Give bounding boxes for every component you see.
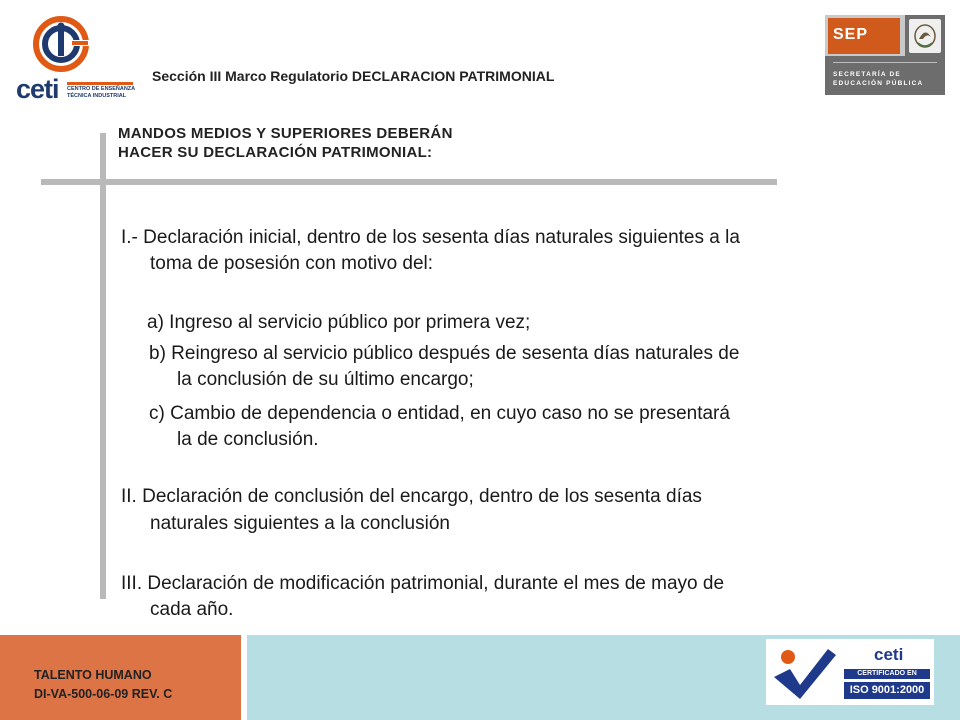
- ceti-logo-subtitle: [67, 82, 135, 100]
- sep-logo-acronym: SEP: [833, 26, 869, 43]
- item-i-line1: I.- Declaración inicial, dentro de los sesenta días naturales siguientes a la: [121, 227, 740, 248]
- footer-department: TALENTO HUMANO: [34, 668, 152, 682]
- ceti-logo: [12, 14, 136, 104]
- item-ii-line2: naturales siguientes a la conclusión: [150, 513, 450, 534]
- item-iii-line2: cada año.: [150, 599, 234, 620]
- sep-logo-subtitle-line1: SECRETARÍA DE: [833, 71, 901, 78]
- footer-department-panel: [0, 635, 241, 720]
- sep-logo: [825, 15, 945, 95]
- horizontal-divider: [41, 179, 777, 185]
- checkmark-icon: [770, 643, 840, 701]
- iso-badge-brand: ceti: [874, 645, 904, 664]
- iso-badge-line2: ISO 9001:2000: [844, 682, 930, 699]
- ceti-emblem-icon: [28, 14, 98, 76]
- item-iii-line1: III. Declaración de modificación patrimonial, durante el mes de mayo de: [121, 573, 725, 594]
- sep-logo-subtitle-line2: EDUCACIÓN PÚBLICA: [833, 80, 924, 87]
- slide-heading: [118, 124, 453, 162]
- item-c-line1: c) Cambio de dependencia o entidad, en cuyo caso no se presentará: [149, 403, 730, 424]
- iso-certification-badge: [766, 639, 934, 705]
- slide-heading-line2: HACER SU DECLARACIÓN PATRIMONIAL:: [118, 144, 433, 161]
- slide-heading-line1: MANDOS MEDIOS Y SUPERIORES DEBERÁN: [118, 125, 453, 142]
- iso-badge-line1: CERTIFICADO EN: [844, 669, 930, 679]
- item-a: a) Ingreso al servicio público por primera vez;: [147, 312, 531, 333]
- ceti-logo-subtitle-line1: CENTRO DE ENSEÑANZA: [67, 86, 136, 92]
- sep-logo-subtitle: [833, 70, 923, 88]
- item-c-line2: la de conclusión.: [177, 429, 319, 450]
- item-b-line2: la conclusión de su último encargo;: [177, 369, 474, 390]
- section-title: Sección III Marco Regulatorio DECLARACION PATRIMONIAL: [152, 68, 555, 84]
- footer-document-code: DI-VA-500-06-09 REV. C: [34, 687, 173, 701]
- item-ii-line1: II. Declaración de conclusión del encargo, dentro de los sesenta días: [121, 486, 702, 507]
- ceti-logo-subtitle-line2: TÉCNICA INDUSTRIAL: [67, 93, 127, 99]
- item-i-line2: toma de posesión con motivo del:: [150, 253, 434, 274]
- item-b-line1: b) Reingreso al servicio público después de sesenta días naturales de: [149, 343, 740, 364]
- mexico-eagle-emblem-icon: [909, 19, 941, 53]
- ceti-logo-word: ceti: [16, 74, 59, 104]
- vertical-divider: [100, 133, 106, 599]
